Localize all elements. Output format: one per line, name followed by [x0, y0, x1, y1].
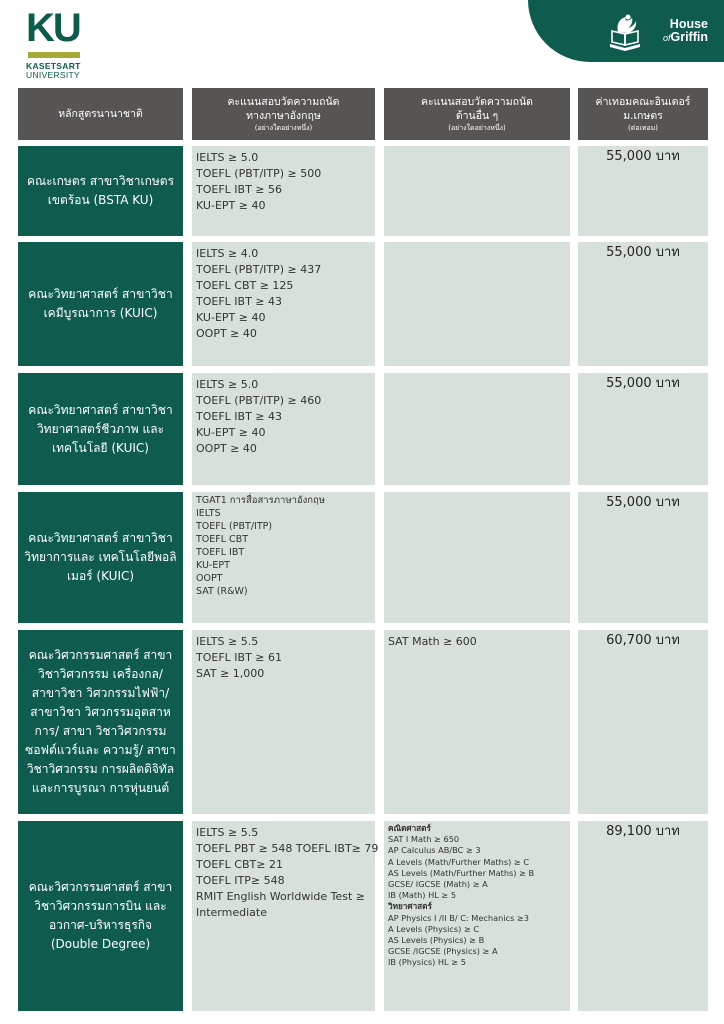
hog-line2: Griffin	[670, 30, 708, 44]
score-item: TOEFL IBT ≥ 61	[196, 651, 282, 664]
fee-cell: 55,000 บาท	[578, 492, 708, 623]
column-header-title: คะแนนสอบวัดความถนัด ทางภาษาอังกฤษ	[227, 96, 340, 122]
score-item: TOEFL PBT ≥ 548 TOEFL IBT≥ 79	[196, 842, 379, 855]
score-item: IELTS ≥ 5.0	[196, 151, 259, 164]
fee-cell: 55,000 บาท	[578, 146, 708, 236]
score-item: GCSE/ IGCSE (Math) ≥ A	[388, 879, 488, 890]
score-item: TOEFL (PBT/ITP)	[196, 521, 273, 532]
column-header-title: คะแนนสอบวัดความถนัด ด้านอื่น ๆ	[421, 96, 533, 122]
score-item: KU-EPT ≥ 40	[196, 311, 266, 324]
table-row	[18, 821, 708, 1011]
table-row	[18, 630, 708, 814]
score-item: TOEFL IBT ≥ 43	[196, 410, 282, 423]
hog-of: of	[662, 33, 671, 43]
other-score-cell	[384, 821, 570, 1011]
score-item: SAT I Math ≥ 650	[388, 834, 460, 845]
program-cell: คณะวิทยาศาสตร์ สาขาวิชาเคมีบูรณาการ (KUIC)	[18, 242, 183, 366]
griffin-book-icon	[606, 12, 644, 52]
column-header-sub: (อย่างใดอย่างหนึ่ง)	[254, 124, 313, 132]
program-cell: คณะวิทยาศาสตร์ สาขาวิชาวิทยาการและ เทคโนโลยีพอลิเมอร์ (KUIC)	[18, 492, 183, 623]
score-item: IB (Math) HL ≥ 5	[388, 890, 457, 901]
ku-logo	[26, 8, 96, 82]
other-score-cell	[384, 146, 570, 236]
ku-name	[26, 62, 81, 80]
column-header-title: หลักสูตรนานาชาติ	[58, 108, 143, 120]
score-item: TOEFL (PBT/ITP) ≥ 460	[196, 394, 322, 407]
score-item: TOEFL CBT	[196, 534, 249, 545]
score-item: AS Levels (Math/Further Maths) ≥ B	[388, 867, 535, 878]
score-item: IELTS ≥ 5.5	[196, 635, 259, 648]
score-item: TOEFL IBT ≥ 43	[196, 295, 282, 308]
column-header-fee	[578, 88, 708, 140]
program-cell: คณะวิศวกรรมศาสตร์ สาขาวิชาวิศวกรรมการบิน และอวกาศ-บริหารธุรกิจ (Double Degree)	[18, 821, 183, 1011]
column-header-program	[18, 88, 183, 140]
section-heading: คณิตศาสตร์	[388, 823, 431, 833]
program-cell: คณะวิศวกรรมศาสตร์ สาขาวิชาวิศวกรรม เครื่องกล/ สาขาวิชา วิศวกรรมไฟฟ้า/ สาขาวิชา วิศวกรรมอุตสาหการ/ สาขา วิชาวิศวกรรมซอฟต์แวร์และ ความรู้/ สาขาวิชาวิศวกรรม การผลิตดิจิทัลและการบูรณา การหุ่นยนต์	[18, 630, 183, 814]
english-score-cell	[192, 492, 375, 623]
other-score-cell	[384, 492, 570, 623]
score-item: OOPT ≥ 40	[196, 442, 257, 455]
table-row	[18, 373, 708, 485]
score-item: TOEFL ITP≥ 548	[196, 874, 285, 887]
score-item: SAT (R&W)	[196, 586, 248, 597]
score-item: KU-EPT ≥ 40	[196, 199, 266, 212]
score-item: OOPT	[196, 573, 223, 584]
table-row	[18, 146, 708, 236]
score-item: IELTS ≥ 5.0	[196, 378, 259, 391]
score-item: IELTS ≥ 5.5	[196, 826, 259, 839]
ku-name-line1: KASETSART	[26, 61, 81, 71]
score-item: A Levels (Physics) ≥ C	[388, 923, 480, 934]
score-item: AP Physics I /II B/ C: Mechanics ≥3	[388, 912, 529, 923]
score-item: GCSE /IGCSE (Physics) ≥ A	[388, 946, 498, 957]
english-score-cell	[192, 242, 375, 366]
score-item: AP Calculus AB/BC ≥ 3	[388, 845, 481, 856]
ku-name-line2: UNIVERSITY	[26, 70, 81, 80]
column-header-other	[384, 88, 570, 140]
english-score-cell	[192, 821, 379, 1011]
score-item: SAT Math ≥ 600	[388, 635, 477, 648]
score-item: TOEFL IBT ≥ 56	[196, 183, 282, 196]
score-item: SAT ≥ 1,000	[196, 667, 265, 680]
fee-cell: 89,100 บาท	[578, 821, 708, 1011]
score-item: TOEFL CBT ≥ 125	[196, 279, 294, 292]
ku-logo-letters: KU	[26, 6, 80, 50]
section-heading: วิทยาศาสตร์	[388, 901, 432, 912]
score-item: OOPT ≥ 40	[196, 327, 257, 340]
house-of-griffin-badge	[528, 0, 724, 62]
fee-cell: 55,000 บาท	[578, 373, 708, 485]
house-of-griffin-text	[646, 18, 708, 45]
score-item: IELTS	[196, 508, 221, 519]
score-item: RMIT English Worldwide Test ≥ Intermediate	[196, 890, 366, 919]
score-item: TOEFL CBT≥ 21	[196, 858, 283, 871]
score-item: KU-EPT ≥ 40	[196, 426, 266, 439]
other-score-cell	[384, 242, 570, 366]
score-item: IELTS ≥ 4.0	[196, 247, 259, 260]
program-cell: คณะเกษตร สาขาวิชาเกษตรเขตร้อน (BSTA KU)	[18, 146, 183, 236]
english-score-cell	[192, 630, 375, 814]
column-header-sub: (อย่างใดอย่างหนึ่ง)	[448, 124, 506, 132]
table-row	[18, 492, 708, 623]
ku-logo-bar	[28, 52, 80, 58]
english-score-cell	[192, 146, 375, 236]
fee-cell: 55,000 บาท	[578, 242, 708, 366]
score-item: TOEFL (PBT/ITP) ≥ 437	[196, 263, 322, 276]
other-score-cell	[384, 373, 570, 485]
column-header-english	[192, 88, 375, 140]
score-item: TOEFL IBT	[196, 547, 245, 558]
column-header-title: ค่าเทอมคณะอินเตอร์ ม.เกษตร	[595, 96, 691, 122]
other-score-cell	[384, 630, 570, 814]
score-item: AS Levels (Physics) ≥ B	[388, 935, 485, 946]
english-score-cell	[192, 373, 375, 485]
table-row	[18, 242, 708, 366]
score-item: TGAT1 การสื่อสารภาษาอังกฤษ	[196, 495, 326, 506]
score-item: IB (Physics) HL ≥ 5	[388, 957, 466, 968]
score-item: TOEFL (PBT/ITP) ≥ 500	[196, 167, 322, 180]
column-header-sub: (ต่อเทอม)	[627, 124, 659, 132]
fee-cell: 60,700 บาท	[578, 630, 708, 814]
score-item: A Levels (Math/Further Maths) ≥ C	[388, 856, 530, 867]
program-cell: คณะวิทยาศาสตร์ สาขาวิชาวิทยาศาสตร์ชีวภาพ และเทคโนโลยี (KUIC)	[18, 373, 183, 485]
hog-line1: House	[669, 17, 708, 31]
score-item: KU-EPT	[196, 560, 230, 571]
